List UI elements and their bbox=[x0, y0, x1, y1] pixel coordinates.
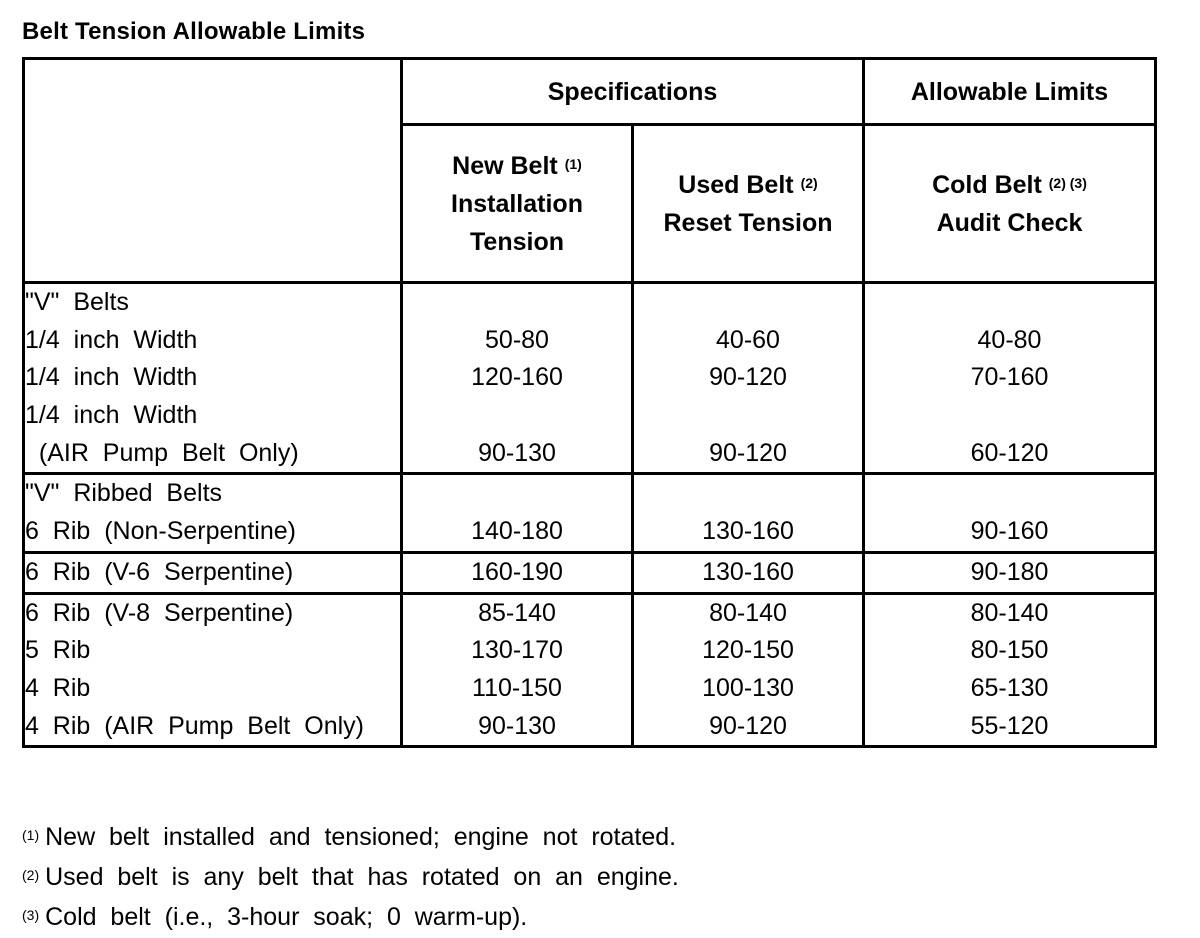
table-row-group bbox=[24, 552, 1156, 593]
used-belt-cell bbox=[633, 474, 864, 552]
new-belt-header-line: Installation bbox=[451, 189, 583, 218]
used-belt-value: 90-120 bbox=[709, 711, 787, 740]
footnote-mark: (1) bbox=[22, 827, 40, 843]
table-row-group bbox=[24, 593, 1156, 747]
used-belt-value: 90-120 bbox=[709, 363, 787, 392]
row-label: "V" Belts bbox=[25, 288, 129, 316]
used-belt-value: 130-160 bbox=[702, 557, 794, 586]
cold-belt-header-line: Cold Belt bbox=[932, 170, 1042, 199]
allowable-limits-header: Allowable Limits bbox=[864, 59, 1156, 125]
new-belt-value bbox=[403, 475, 631, 513]
cold-belt-header bbox=[864, 125, 1156, 283]
cold-belt-value: 40-80 bbox=[977, 325, 1042, 354]
row-label: (AIR Pump Belt Only) bbox=[25, 438, 299, 467]
new-belt-header-line: New Belt bbox=[452, 151, 558, 180]
new-belt-value: 110-150 bbox=[472, 673, 562, 702]
footnotes bbox=[22, 817, 679, 937]
cold-belt-cell bbox=[864, 552, 1156, 593]
specifications-header: Specifications bbox=[402, 59, 864, 125]
cold-belt-cell bbox=[864, 474, 1156, 552]
row-label: 1/4 inch Width bbox=[25, 325, 198, 354]
new-belt-value: 130-170 bbox=[471, 636, 563, 665]
used-belt-value: 40-60 bbox=[716, 325, 780, 354]
cold-belt-cell bbox=[864, 593, 1156, 747]
cold-belt-value: 70-160 bbox=[970, 363, 1049, 392]
row-label: 6 Rib (V-6 Serpentine) bbox=[25, 557, 294, 586]
used-belt-header-line: Reset Tension bbox=[663, 208, 833, 237]
row-label: 6 Rib (V-8 Serpentine) bbox=[25, 598, 294, 627]
new-belt-cell bbox=[402, 552, 633, 593]
row-label: "V" Ribbed Belts bbox=[25, 479, 223, 508]
new-belt-value: 85-140 bbox=[478, 598, 556, 627]
used-belt-value bbox=[634, 475, 862, 513]
row-label: 1/4 inch Width bbox=[25, 401, 198, 430]
new-belt-cell bbox=[402, 593, 633, 747]
row-label-cell bbox=[24, 283, 402, 474]
new-belt-value: 160-190 bbox=[471, 557, 563, 586]
used-belt-header-line: Used Belt bbox=[678, 170, 794, 199]
new-belt-value: 50-80 bbox=[485, 325, 549, 354]
footnote-text: Cold belt (i.e., 3-hour soak; 0 warm-up). bbox=[45, 903, 528, 931]
new-belt-value: 90-130 bbox=[478, 711, 556, 740]
used-belt-cell bbox=[633, 283, 864, 474]
empty-corner-cell bbox=[24, 59, 402, 283]
cold-belt-value bbox=[865, 475, 1154, 513]
new-belt-header-line: Tension bbox=[470, 227, 564, 256]
cold-belt-cell bbox=[864, 283, 1156, 474]
used-belt-cell bbox=[633, 593, 864, 747]
cold-belt-value: 90-160 bbox=[970, 517, 1049, 546]
new-belt-value: 140-180 bbox=[471, 517, 563, 546]
cold-belt-value: 80-150 bbox=[970, 636, 1049, 665]
new-belt-value bbox=[403, 397, 631, 435]
cold-belt-value: 60-120 bbox=[970, 438, 1049, 467]
footnote-text: Used belt is any belt that has rotated on an engine. bbox=[45, 863, 679, 891]
table-row-group bbox=[24, 283, 1156, 474]
row-label: 1/4 inch Width bbox=[25, 363, 198, 392]
belt-tension-table bbox=[22, 57, 1157, 748]
new-belt-value: 90-130 bbox=[478, 438, 556, 467]
footnote-ref: (1) bbox=[564, 155, 582, 172]
row-label: 5 Rib bbox=[25, 636, 91, 665]
footnote-mark: (3) bbox=[22, 907, 40, 923]
table-row-group bbox=[24, 474, 1156, 552]
footnote-2 bbox=[22, 857, 679, 897]
new-belt-value bbox=[403, 284, 631, 322]
used-belt-value: 120-150 bbox=[702, 636, 794, 665]
cold-belt-header-line: Audit Check bbox=[936, 208, 1083, 237]
used-belt-value bbox=[634, 397, 862, 435]
cold-belt-value: 80-140 bbox=[970, 598, 1049, 627]
used-belt-value: 90-120 bbox=[709, 438, 787, 467]
cold-belt-value: 90-180 bbox=[970, 557, 1049, 586]
row-label: 4 Rib (AIR Pump Belt Only) bbox=[25, 711, 364, 740]
footnote-3 bbox=[22, 897, 679, 937]
footnote-ref: (2) bbox=[800, 174, 818, 191]
row-label-cell bbox=[24, 552, 402, 593]
footnote-mark: (2) bbox=[22, 867, 40, 883]
footnote-1 bbox=[22, 817, 679, 857]
cold-belt-value bbox=[865, 284, 1154, 322]
row-label: 4 Rib bbox=[25, 673, 91, 702]
new-belt-header bbox=[402, 125, 633, 283]
footnote-ref: (2) (3) bbox=[1048, 174, 1087, 191]
cold-belt-value: 55-120 bbox=[970, 711, 1049, 740]
used-belt-value: 80-140 bbox=[709, 598, 787, 627]
used-belt-header bbox=[633, 125, 864, 283]
new-belt-cell bbox=[402, 474, 633, 552]
footnote-text: New belt installed and tensioned; engine not rotated. bbox=[45, 823, 677, 851]
used-belt-cell bbox=[633, 552, 864, 593]
row-label-cell bbox=[24, 593, 402, 747]
used-belt-value: 100-130 bbox=[702, 673, 794, 702]
cold-belt-value bbox=[865, 397, 1154, 435]
cold-belt-value: 65-130 bbox=[970, 673, 1049, 702]
row-label: 6 Rib (Non-Serpentine) bbox=[25, 517, 296, 546]
used-belt-value: 130-160 bbox=[702, 517, 794, 546]
table-title: Belt Tension Allowable Limits bbox=[22, 18, 366, 45]
used-belt-value bbox=[634, 284, 862, 322]
new-belt-value: 120-160 bbox=[471, 363, 563, 392]
row-label-cell bbox=[24, 474, 402, 552]
new-belt-cell bbox=[402, 283, 633, 474]
